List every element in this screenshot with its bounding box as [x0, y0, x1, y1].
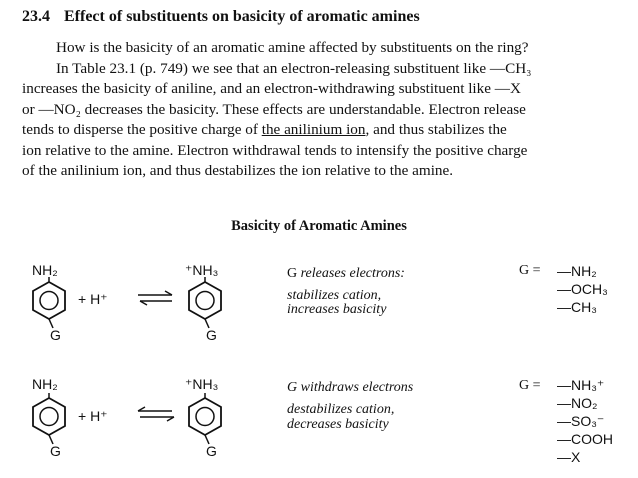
row1-desc-2: stabilizes cation, — [287, 288, 382, 303]
row2-g-item-4: —COOH — [557, 431, 613, 447]
row2-g-equals: G = — [519, 378, 541, 393]
row1-g-item-1: —NH₂ — [557, 263, 597, 279]
row2-g-item-1: —NH₃⁺ — [557, 377, 605, 393]
paragraph-line-4: or —NO₂ decreases the basicity. These effects are understandable. Electron release — [22, 100, 526, 118]
paragraph-line-2: In Table 23.1 (p. 749) we see that an electron-releasing substituent like —CH₃ — [56, 59, 532, 77]
row1-g-equals: G = — [519, 263, 541, 278]
section-number: 23.4 — [22, 8, 50, 25]
row2-desc-1: G withdraws electrons — [287, 380, 414, 395]
paragraph-line-5 — [22, 120, 622, 141]
row2-g-list — [557, 376, 613, 466]
row2-plus-h: + H⁺ — [78, 408, 108, 424]
paragraph-line-5-underlined: the anilinium ion — [261, 121, 366, 138]
paragraph-line-5-b: , and thus stabilizes the — [365, 121, 507, 138]
row1-g-item-3: —CH₃ — [557, 299, 597, 315]
section-heading — [22, 8, 420, 26]
section-title: Effect of substituents on basicity of aromatic amines — [64, 8, 420, 25]
row1-plus-h: + H⁺ — [78, 291, 108, 307]
row2-g-item-3: —SO₃⁻ — [557, 413, 605, 429]
row2-right-nh3: ⁺NH₃ — [185, 376, 219, 392]
row1-right-nh3: ⁺NH₃ — [185, 262, 219, 278]
row1-desc-1-rest: releases electrons: — [300, 266, 405, 281]
body-paragraph — [22, 38, 622, 182]
equilibrium-arrow-icon — [136, 290, 176, 306]
paragraph-line-6: ion relative to the amine. Electron withdrawal tends to intensify the positive charge — [22, 141, 528, 159]
row2-left-g: G — [50, 443, 61, 459]
row2-desc-3: decreases basicity — [287, 417, 389, 432]
row2-left-nh2: NH₂ — [32, 376, 58, 392]
row1-left-nh2: NH₂ — [32, 262, 58, 278]
scheme-caption: Basicity of Aromatic Amines — [231, 218, 407, 234]
row2-right-g: G — [206, 443, 217, 459]
row2-g-item-5: —X — [557, 449, 581, 465]
row2-desc-2: destabilizes cation, — [287, 402, 395, 417]
paragraph-line-5-a: tends to disperse the positive charge of — [22, 121, 262, 138]
row1-right-g: G — [206, 327, 217, 343]
row1-desc-1: G releases electrons: — [287, 266, 405, 281]
paragraph-line-1: How is the basicity of an aromatic amine affected by substituents on the ring? — [56, 39, 529, 56]
row2-g-item-2: —NO₂ — [557, 395, 598, 411]
paragraph-line-7: of the anilinium ion, and thus destabilizes the ion relative to the amine. — [22, 162, 454, 179]
equilibrium-arrow-icon — [136, 406, 178, 422]
row1-left-g: G — [50, 327, 61, 343]
row1-desc-3: increases basicity — [287, 302, 387, 317]
row1-g-list — [557, 262, 608, 316]
paragraph-line-3: increases the basicity of aniline, and an electron-withdrawing substituent like —X — [22, 80, 521, 97]
row1-g-item-2: —OCH₃ — [557, 281, 608, 297]
